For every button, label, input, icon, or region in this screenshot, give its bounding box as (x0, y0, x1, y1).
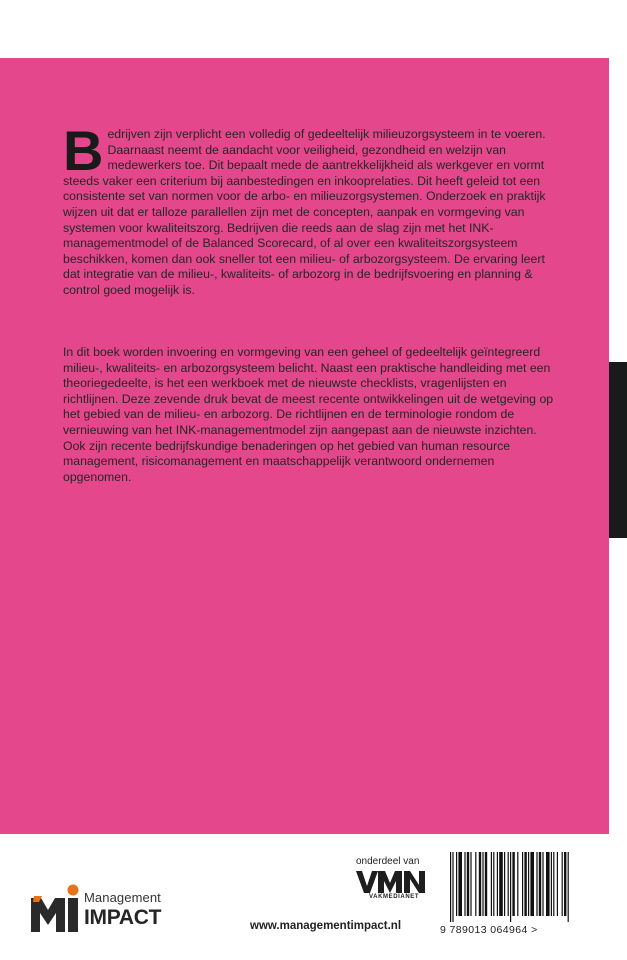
barcode-bar (553, 852, 554, 916)
barcode-bars-icon (450, 852, 570, 922)
barcode-bar (542, 852, 543, 916)
vakmedianet-block (356, 856, 436, 906)
barcode-bar (530, 852, 534, 916)
barcode-bar (536, 852, 537, 916)
barcode-bar (508, 852, 509, 916)
parent-label: onderdeel van (356, 856, 420, 867)
barcode-bar (475, 852, 476, 916)
barcode-bar (522, 852, 523, 916)
barcode-bar (485, 852, 487, 916)
vakmedianet-subtitle: VAKMEDIANET (369, 894, 420, 900)
barcode-bar (458, 852, 462, 916)
management-impact-logo (31, 884, 191, 934)
barcode-bar (517, 852, 518, 916)
barcode-bar (551, 852, 552, 916)
barcode-bar (467, 852, 469, 916)
barcode-bar (450, 852, 451, 922)
vmn-logo-icon (356, 869, 426, 895)
barcode-bar (564, 852, 566, 916)
logo-word-impact: IMPACT (84, 906, 162, 929)
blurb-paragraph-1 (63, 119, 559, 299)
barcode-bar (493, 852, 494, 916)
barcode-bar (562, 852, 563, 916)
barcode-bar (470, 852, 471, 916)
isbn-barcode (440, 852, 590, 942)
barcode-bar (479, 852, 481, 916)
blurb-paragraph-1-text: edrijven zijn verplicht een volledig of gedeeltelijk milieuzorgsysteem in te voeren. Daarnaast neemt de aandacht voor veiligheid, gezondheid en welzijn van medewerkers toe. Dit bepaalt mede de aantrekkelijkheid als werkgever en vormt steeds vaker een criterium bij aanbestedingen en inkooprelaties. Dit heeft geleid tot een consistente set van normen voor de arbo- en milieuzorgsystemen. Onderzoek en praktijk wijzen uit dat er talloze parallellen zijn met de concepten, aanpak en vormgeving van systemen voor kwaliteitszorg. Bedrijven die reeds aan de slag zijn met het INK-managementmodel of de Balanced Scorecard, of al over een kwaliteitszorgsysteem beschikken, komen dan ook sneller tot een milieu- of arbozorgsysteem. De ervaring leert dat integratie van de milieu-, kwaliteits- of arbozorg in de bedrijfsvoering en planning & control goed mogelijk is. (63, 127, 546, 297)
barcode-bar (452, 852, 453, 922)
website-link[interactable]: www.managementimpact.nl (250, 920, 402, 932)
barcode-bar (539, 852, 541, 916)
barcode-bar (546, 852, 550, 916)
drop-cap: B (63, 119, 104, 182)
barcode-bar (497, 852, 498, 916)
mi-logo-icon (31, 884, 83, 934)
barcode-bar (491, 852, 492, 916)
logo-word-management: Management (84, 890, 161, 905)
barcode-bar (528, 852, 529, 916)
barcode-bar (512, 852, 514, 916)
barcode-bar (557, 852, 558, 916)
barcode-bar (568, 852, 569, 922)
barcode-bar (482, 852, 483, 916)
barcode-bar (464, 852, 465, 916)
barcode-digits: 9 789013 064964 > (440, 924, 538, 936)
barcode-bar (510, 852, 511, 922)
barcode-bar (499, 852, 503, 916)
blurb-paragraph-2: In dit boek worden invoering en vormgeving van een geheel of gedeeltelijk geïntegreerd milieu-, kwaliteits- en arbozorgsysteem belicht. Naast een praktische handleiding met een theoriegedeelte, is het een werkboek met de nieuwste checklists, vragenlijsten en richtlijnen. Deze zevende druk bevat de meest recente ontwikkelingen uit de wetgeving op het gebied van de milieu- en arbozorg. De richtlijnen en de terminologie rondom de vernieuwing van het INK-managementmodel zijn aangepast aan de nieuwste inzichten. Ook zijn recente bedrijfskundige benaderingen op het gebied van human resource management, risicomanagement en maatschappelijk verantwoord ondernemen opgenomen. (63, 345, 554, 484)
barcode-bar (456, 852, 457, 916)
spine-edge (609, 362, 627, 538)
barcode-bar (524, 852, 526, 916)
barcode-bar (504, 852, 505, 916)
